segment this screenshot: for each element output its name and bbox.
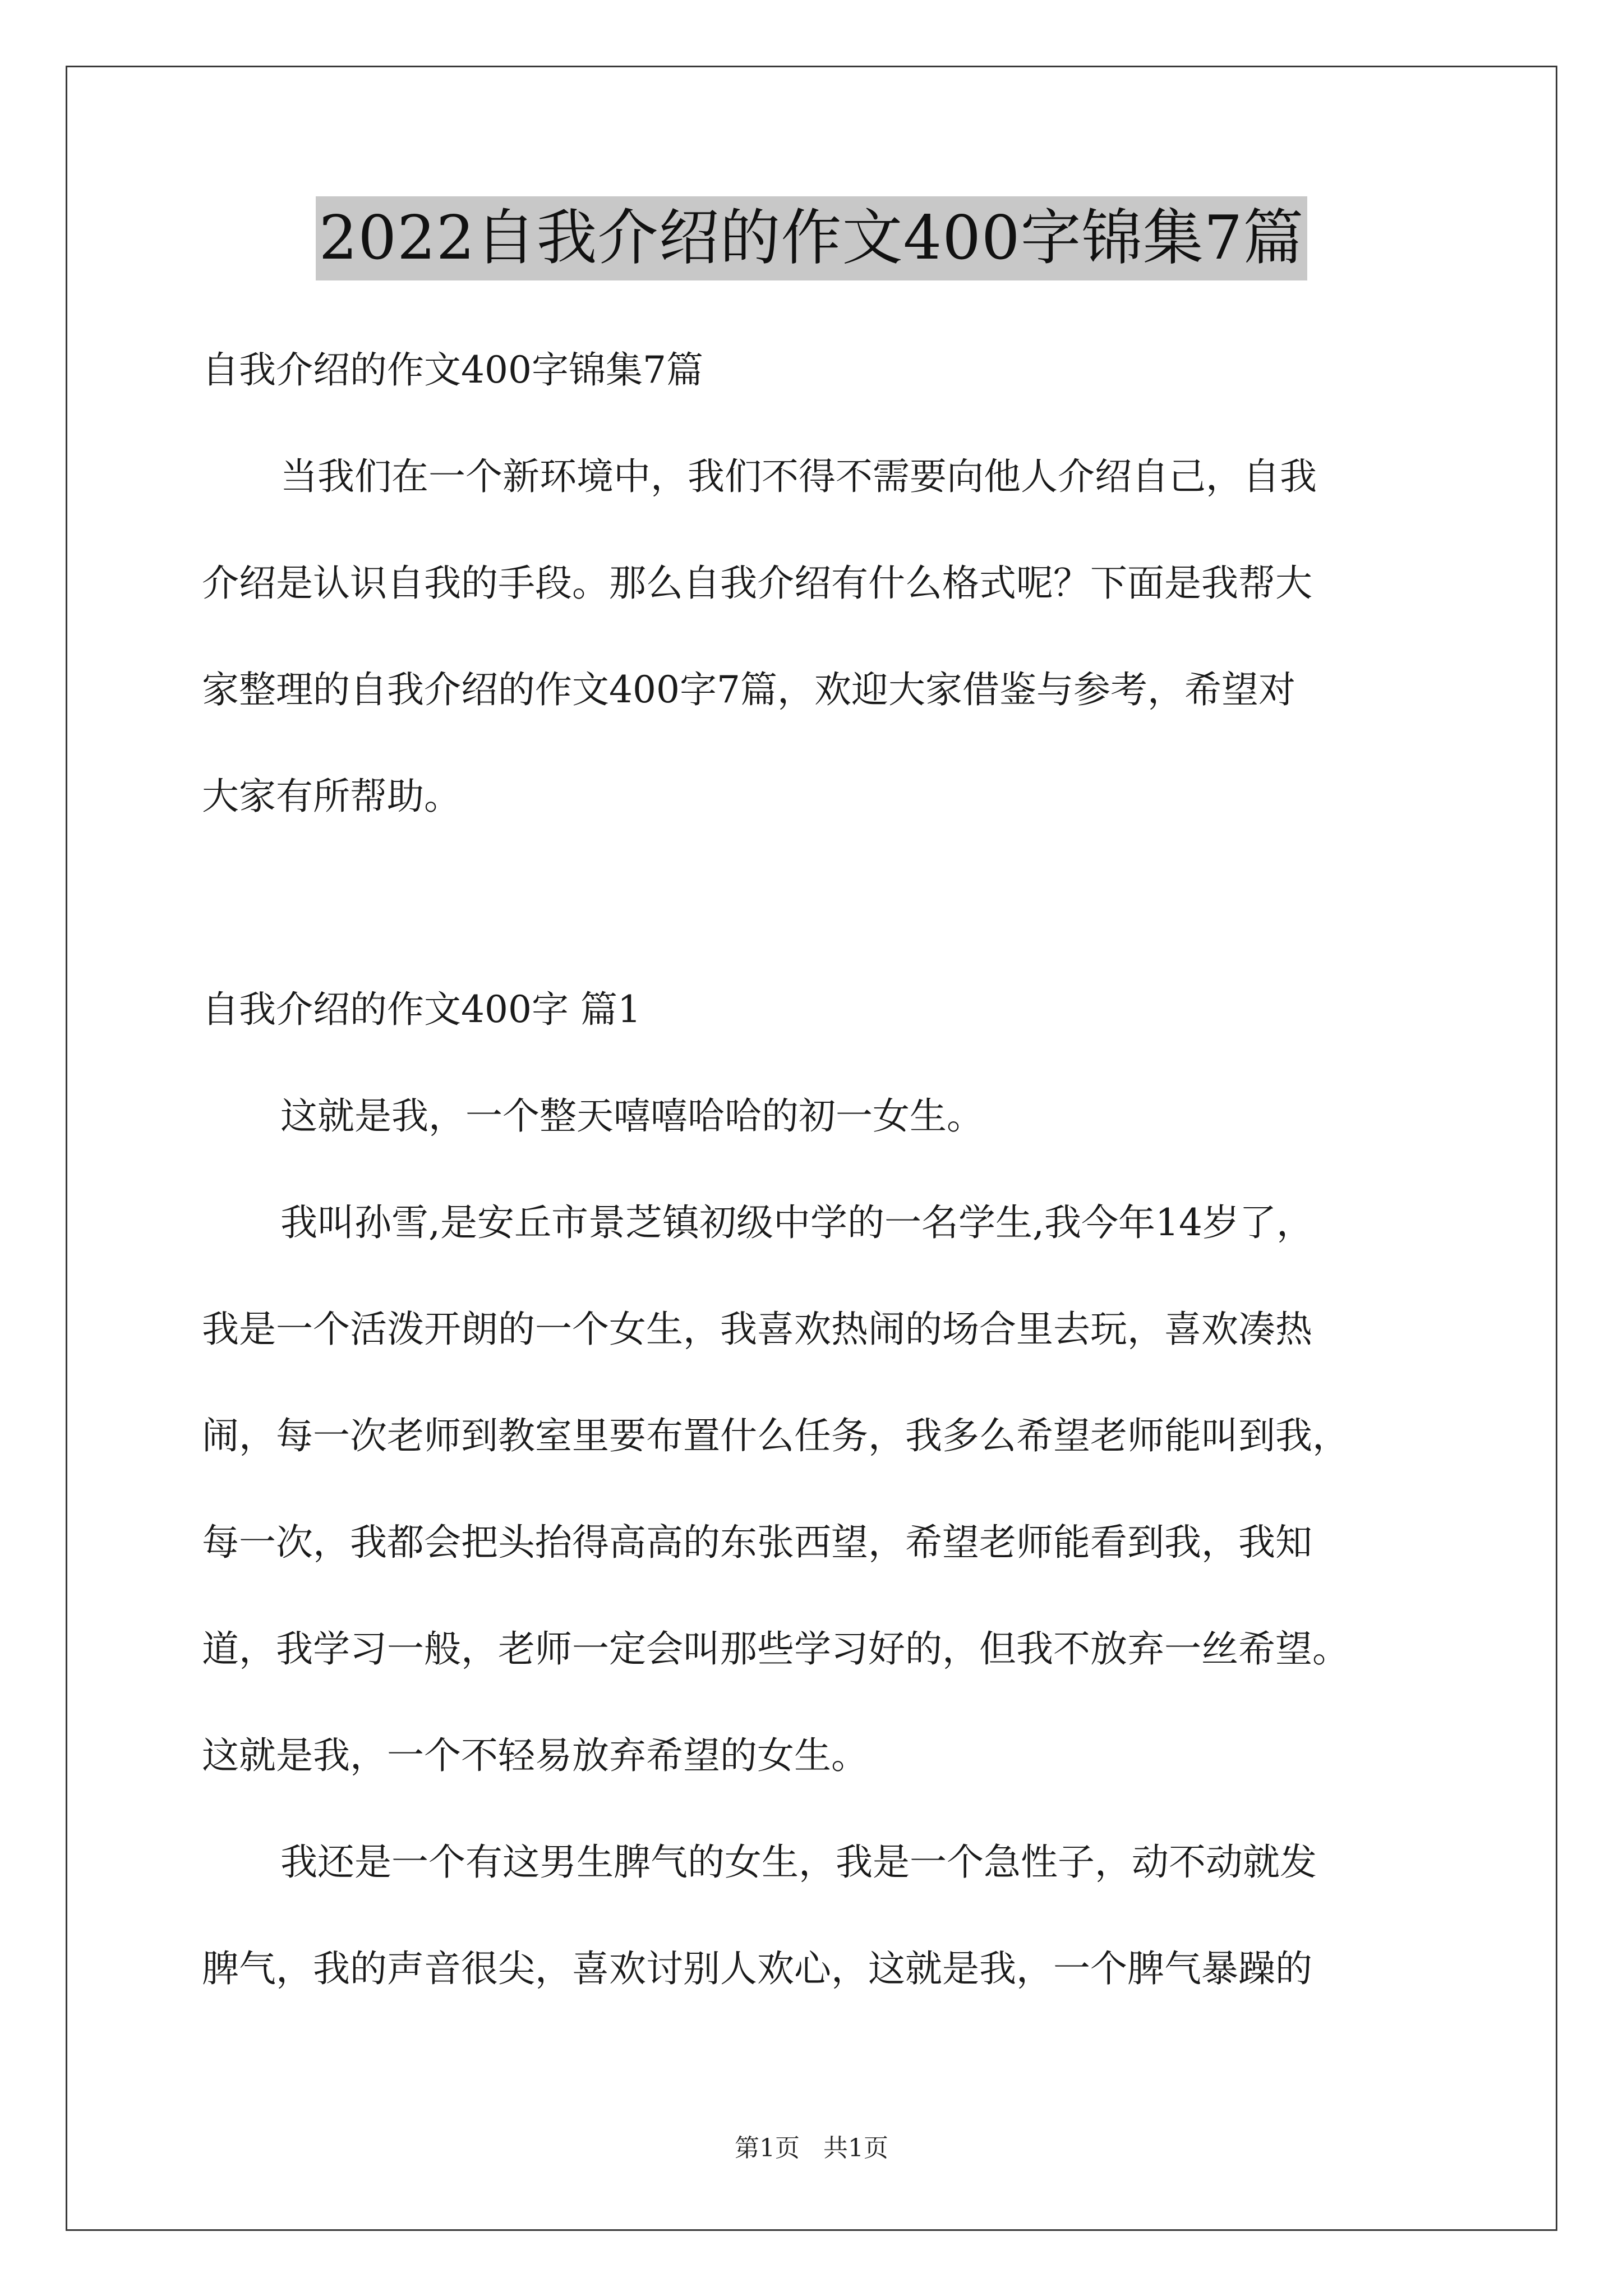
paragraph-line: 我还是一个有这男生脾气的女生，我是一个急性子，动不动就发 xyxy=(280,1841,1317,1884)
paragraph-line: 每一次，我都会把头抬得高高的东张西望，希望老师能看到我，我知 xyxy=(202,1521,1312,1564)
paragraph-line: 我是一个活泼开朗的一个女生，我喜欢热闹的场合里去玩，喜欢凑热 xyxy=(202,1308,1312,1351)
title-container xyxy=(0,196,1623,280)
blank-line xyxy=(202,850,1464,956)
intro-line: 当我们在一个新环境中，我们不得不需要向他人介绍自己，自我 xyxy=(280,455,1317,498)
intro-line: 大家有所帮助。 xyxy=(202,775,461,818)
paragraph-line: 这就是我，一个不轻易放弃希望的女生。 xyxy=(202,1734,868,1777)
paragraph-line: 脾气，我的声音很尖，喜欢讨别人欢心，这就是我，一个脾气暴躁的 xyxy=(202,1947,1312,1990)
paragraph-line: 闹，每一次老师到教室里要布置什么任务，我多么希望老师能叫到我， xyxy=(202,1414,1349,1457)
paragraph-line: 这就是我，一个整天嘻嘻哈哈的初一女生。 xyxy=(280,1094,984,1138)
page-number: 第1页 xyxy=(735,2134,800,2162)
paragraph-line: 我叫孙雪,是安丘市景芝镇初级中学的一名学生,我今年14岁了， xyxy=(280,1201,1313,1244)
intro-line: 家整理的自我介绍的作文400字7篇，欢迎大家借鉴与参考，希望对 xyxy=(202,668,1295,711)
document-title: 2022自我介绍的作文400字锦集7篇 xyxy=(316,196,1308,280)
paragraph-line: 道，我学习一般，老师一定会叫那些学习好的，但我不放弃一丝希望。 xyxy=(202,1627,1349,1671)
page-total: 共1页 xyxy=(823,2134,888,2162)
intro-line: 介绍是认识自我的手段。那么自我介绍有什么格式呢？下面是我帮大 xyxy=(202,562,1312,605)
document-body xyxy=(202,317,1464,2022)
subtitle: 自我介绍的作文400字锦集7篇 xyxy=(202,348,703,392)
section-heading: 自我介绍的作文400字 篇1 xyxy=(202,988,641,1031)
page-footer xyxy=(0,2132,1623,2165)
